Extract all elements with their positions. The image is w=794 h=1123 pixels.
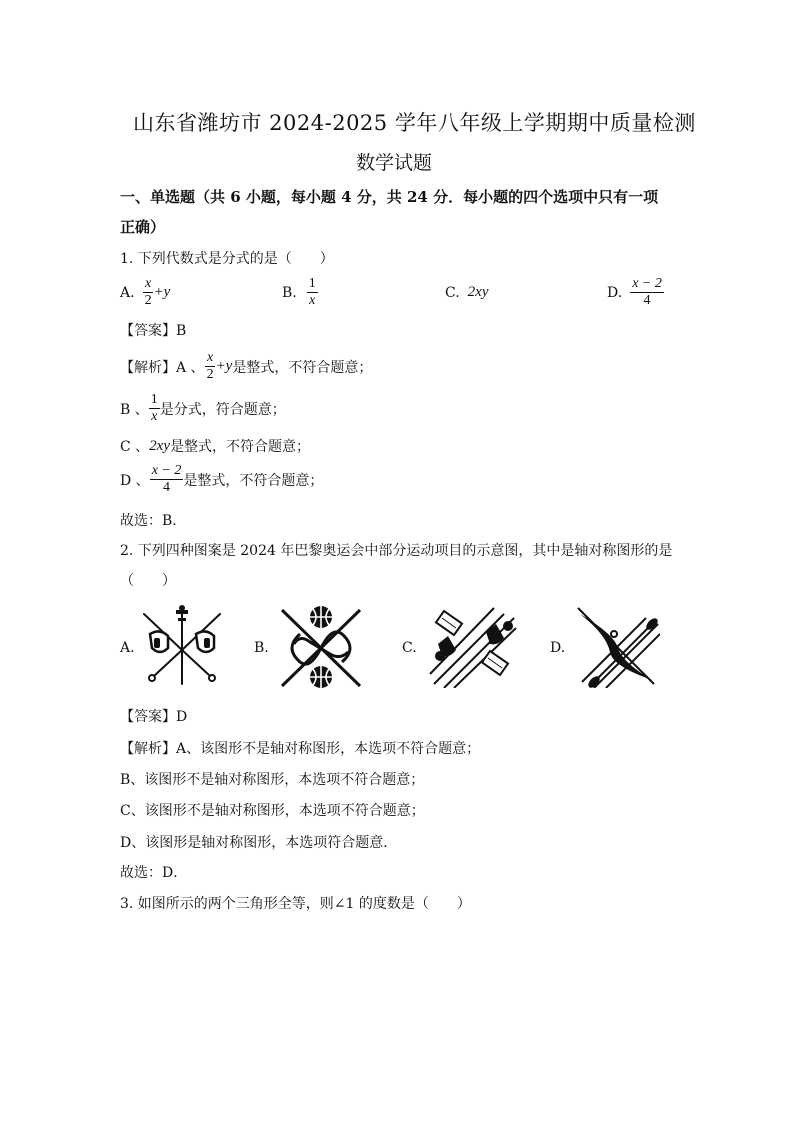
- fraction: [149, 392, 160, 425]
- badminton-icon: [428, 604, 518, 688]
- option-label: C.: [445, 284, 460, 301]
- q2-analysis-d: D、该图形是轴对称图形，本选项符合题意．: [120, 835, 398, 851]
- numerator: x: [144, 276, 152, 291]
- section-heading: 一、单选题（共 6 小题，每小题 4 分，共 24 分．每小题的四个选项中只有一项: [120, 188, 659, 206]
- page-title: 山东省潍坊市 2024-2025 学年八年级上学期期中质量检测: [133, 111, 696, 135]
- fencing-icon: [138, 604, 226, 688]
- numerator: x − 2: [151, 463, 182, 478]
- fraction: [630, 276, 664, 309]
- q2-conclusion: 故选：D．: [120, 865, 188, 881]
- q1-option-a: [120, 276, 170, 309]
- analysis-text: 是整式，不符合题意；: [170, 439, 310, 455]
- section-heading-cont: 正确）: [120, 218, 166, 236]
- analysis-text: 是整式，不符合题意；: [232, 359, 373, 376]
- numerator: x: [206, 350, 214, 365]
- q2-analysis-c: C、该图形不是轴对称图形，本选项不符合题意；: [120, 803, 425, 819]
- denominator: x: [151, 409, 158, 424]
- expr-tail: +y: [215, 358, 233, 374]
- q2-option-label-b: B.: [254, 640, 269, 656]
- expression: 2xy: [467, 284, 489, 300]
- q1-answer: 【答案】B: [120, 323, 187, 339]
- analysis-prefix: 【解析】A 、: [120, 359, 205, 376]
- q1-option-d: [607, 276, 664, 309]
- analysis-prefix: B 、: [120, 401, 149, 418]
- analysis-prefix: C 、: [120, 439, 150, 455]
- question-2-stem-cont: （ ）: [120, 573, 176, 589]
- q2-option-label-d: D.: [550, 640, 566, 656]
- q2-answer: 【答案】D: [120, 709, 188, 725]
- q1-analysis-a: [120, 350, 372, 383]
- q2-option-label-c: C.: [402, 640, 417, 656]
- fraction: [143, 276, 154, 309]
- fraction: [205, 350, 216, 383]
- denominator: 2: [206, 367, 214, 382]
- question-3-stem: 3. 如图所示的两个三角形全等，则∠1 的度数是（ ）: [120, 896, 471, 912]
- fraction: [150, 463, 184, 496]
- q1-option-c: [445, 284, 489, 301]
- q1-conclusion: 故选：B．: [120, 513, 187, 529]
- expression: 2xy: [149, 437, 170, 454]
- option-label: B.: [282, 284, 297, 301]
- analysis-text: 是整式，不符合题意；: [183, 472, 324, 489]
- option-label: A.: [120, 284, 135, 301]
- q2-analysis-a: 【解析】A、该图形不是轴对称图形，本选项不符合题意；: [120, 741, 481, 757]
- expr-tail: +y: [153, 284, 171, 300]
- denominator: 2: [144, 293, 152, 308]
- question-2-stem: 2. 下列四种图案是 2024 年巴黎奥运会中部分运动项目的示意图，其中是轴对称图形的是: [120, 543, 673, 559]
- numerator: x − 2: [632, 276, 662, 291]
- q2-option-label-a: A.: [120, 640, 135, 656]
- fraction: [307, 276, 318, 309]
- option-label: D.: [607, 284, 623, 301]
- question-1-stem: 1. 下列代数式是分式的是（ ）: [120, 251, 334, 267]
- canoe-icon: [574, 604, 660, 688]
- denominator: x: [309, 293, 316, 308]
- denominator: 4: [643, 293, 651, 308]
- page-subtitle: 数学试题: [356, 152, 433, 174]
- q1-analysis-d: [120, 463, 323, 496]
- q1-option-b: [282, 276, 318, 309]
- q2-analysis-b: B、该图形不是轴对称图形，本选项不符合题意；: [120, 772, 425, 788]
- numerator: 1: [308, 276, 316, 291]
- denominator: 4: [163, 480, 171, 495]
- analysis-prefix: D 、: [120, 472, 150, 489]
- analysis-text: 是分式，符合题意；: [159, 401, 286, 418]
- basketball-icon: [278, 604, 364, 690]
- numerator: 1: [150, 392, 158, 407]
- q1-analysis-c: [120, 436, 310, 456]
- q1-analysis-b: [120, 392, 286, 425]
